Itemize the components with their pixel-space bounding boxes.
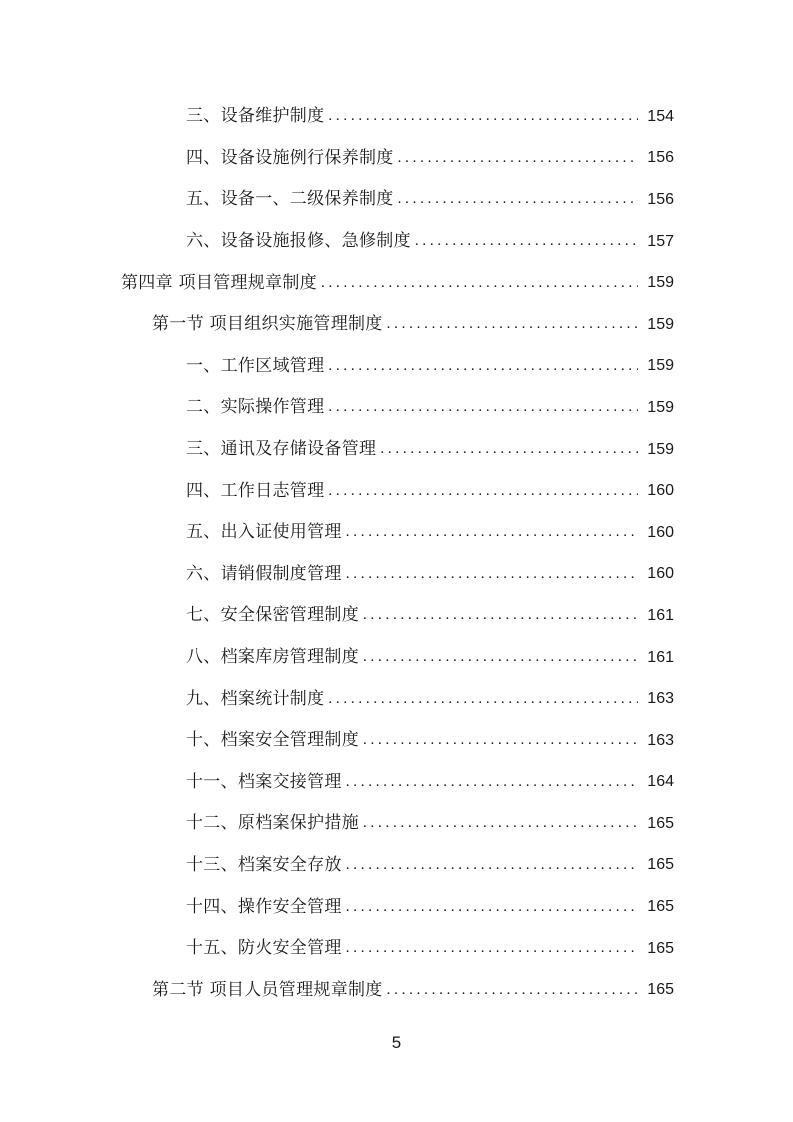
toc-entry-title: 六、设备设施报修、急修制度: [186, 231, 411, 252]
toc-entry-page: 157: [647, 232, 674, 250]
toc-entry-title: 四、设备设施例行保养制度: [186, 147, 394, 168]
toc-entry-title: 第四章 项目管理规章制度: [121, 272, 318, 293]
toc-entry-page: 159: [647, 398, 674, 416]
toc-dot-leader: [346, 567, 638, 582]
toc-dot-leader: [363, 608, 638, 623]
toc-entry[interactable]: [0, 678, 793, 720]
toc-dot-leader: [363, 650, 638, 665]
toc-entry-title: 第一节 项目组织实施管理制度: [152, 314, 383, 335]
toc-entry[interactable]: [0, 96, 793, 138]
toc-entry[interactable]: [0, 845, 793, 887]
toc-entry-title: 第二节 项目人员管理规章制度: [152, 979, 383, 1000]
toc-dot-leader: [346, 900, 638, 915]
toc-entry-page: 165: [647, 856, 674, 874]
toc-dot-leader: [328, 484, 638, 499]
toc-entry[interactable]: [0, 138, 793, 180]
toc-entry-title: 十四、操作安全管理: [186, 896, 342, 917]
toc-entry[interactable]: [0, 886, 793, 928]
toc-entry-page: 160: [647, 523, 674, 541]
toc-dot-leader: [321, 276, 638, 291]
toc-entry-title: 一、工作区域管理: [186, 355, 325, 376]
toc-entry[interactable]: [0, 179, 793, 221]
toc-entry-page: 156: [647, 190, 674, 208]
page-number: 5: [391, 1033, 402, 1052]
toc-entry[interactable]: [0, 637, 793, 679]
toc-dot-leader: [415, 234, 638, 249]
toc-entry-page: 164: [647, 773, 674, 791]
toc-entry[interactable]: [0, 595, 793, 637]
toc-entry-title: 九、档案统计制度: [186, 688, 325, 709]
toc-entry[interactable]: [0, 720, 793, 762]
toc-dot-leader: [380, 442, 638, 457]
toc-entry[interactable]: [0, 512, 793, 554]
toc-entry-title: 十二、原档案保护措施: [186, 813, 359, 834]
toc-dot-leader: [328, 692, 638, 707]
toc-entry-title: 六、请销假制度管理: [186, 563, 342, 584]
toc-entry-title: 二、实际操作管理: [186, 397, 325, 418]
toc-dot-leader: [346, 941, 638, 956]
toc-entry-page: 160: [647, 482, 674, 500]
toc-dot-leader: [363, 733, 638, 748]
toc-entry[interactable]: [0, 928, 793, 970]
toc-entry-page: 159: [647, 274, 674, 292]
toc-entry-page: 161: [647, 606, 674, 624]
toc-dot-leader: [398, 151, 638, 166]
toc-entry-title: 三、设备维护制度: [186, 106, 325, 127]
toc-entry-title: 十、档案安全管理制度: [186, 730, 359, 751]
toc-entry-page: 156: [647, 149, 674, 167]
toc-dot-leader: [398, 192, 638, 207]
toc-entry-title: 五、出入证使用管理: [186, 522, 342, 543]
table-of-contents: [0, 96, 793, 1011]
toc-entry-title: 五、设备一、二级保养制度: [186, 189, 394, 210]
toc-dot-leader: [346, 858, 638, 873]
toc-entry-page: 159: [647, 357, 674, 375]
toc-entry[interactable]: [0, 387, 793, 429]
toc-entry-page: 163: [647, 731, 674, 749]
toc-entry[interactable]: [0, 762, 793, 804]
toc-dot-leader: [328, 109, 638, 124]
toc-entry[interactable]: [0, 429, 793, 471]
toc-entry-page: 160: [647, 565, 674, 583]
toc-entry-page: 154: [647, 107, 674, 125]
toc-entry[interactable]: [0, 304, 793, 346]
toc-entry-page: 159: [647, 440, 674, 458]
toc-entry-title: 八、档案库房管理制度: [186, 647, 359, 668]
toc-dot-leader: [346, 525, 638, 540]
toc-entry-title: 十五、防火安全管理: [186, 938, 342, 959]
toc-entry-page: 165: [647, 981, 674, 999]
toc-entry-page: 165: [647, 814, 674, 832]
toc-entry-title: 十三、档案安全存放: [186, 854, 342, 875]
toc-entry[interactable]: [0, 803, 793, 845]
toc-entry[interactable]: [0, 470, 793, 512]
toc-entry[interactable]: [0, 262, 793, 304]
toc-entry-page: 163: [647, 690, 674, 708]
toc-dot-leader: [328, 359, 638, 374]
toc-dot-leader: [387, 317, 638, 332]
toc-entry-page: 159: [647, 315, 674, 333]
toc-entry-page: 165: [647, 898, 674, 916]
toc-dot-leader: [387, 983, 638, 998]
toc-entry[interactable]: [0, 554, 793, 596]
toc-entry-title: 四、工作日志管理: [186, 480, 325, 501]
toc-dot-leader: [363, 816, 638, 831]
toc-entry-page: 165: [647, 939, 674, 957]
toc-entry-title: 七、安全保密管理制度: [186, 605, 359, 626]
toc-entry[interactable]: [0, 221, 793, 263]
toc-entry[interactable]: [0, 346, 793, 388]
toc-entry-title: 三、通讯及存储设备管理: [186, 439, 377, 460]
toc-dot-leader: [346, 775, 638, 790]
toc-dot-leader: [328, 400, 638, 415]
toc-entry[interactable]: [0, 969, 793, 1011]
toc-entry-title: 十一、档案交接管理: [186, 771, 342, 792]
toc-entry-page: 161: [647, 648, 674, 666]
